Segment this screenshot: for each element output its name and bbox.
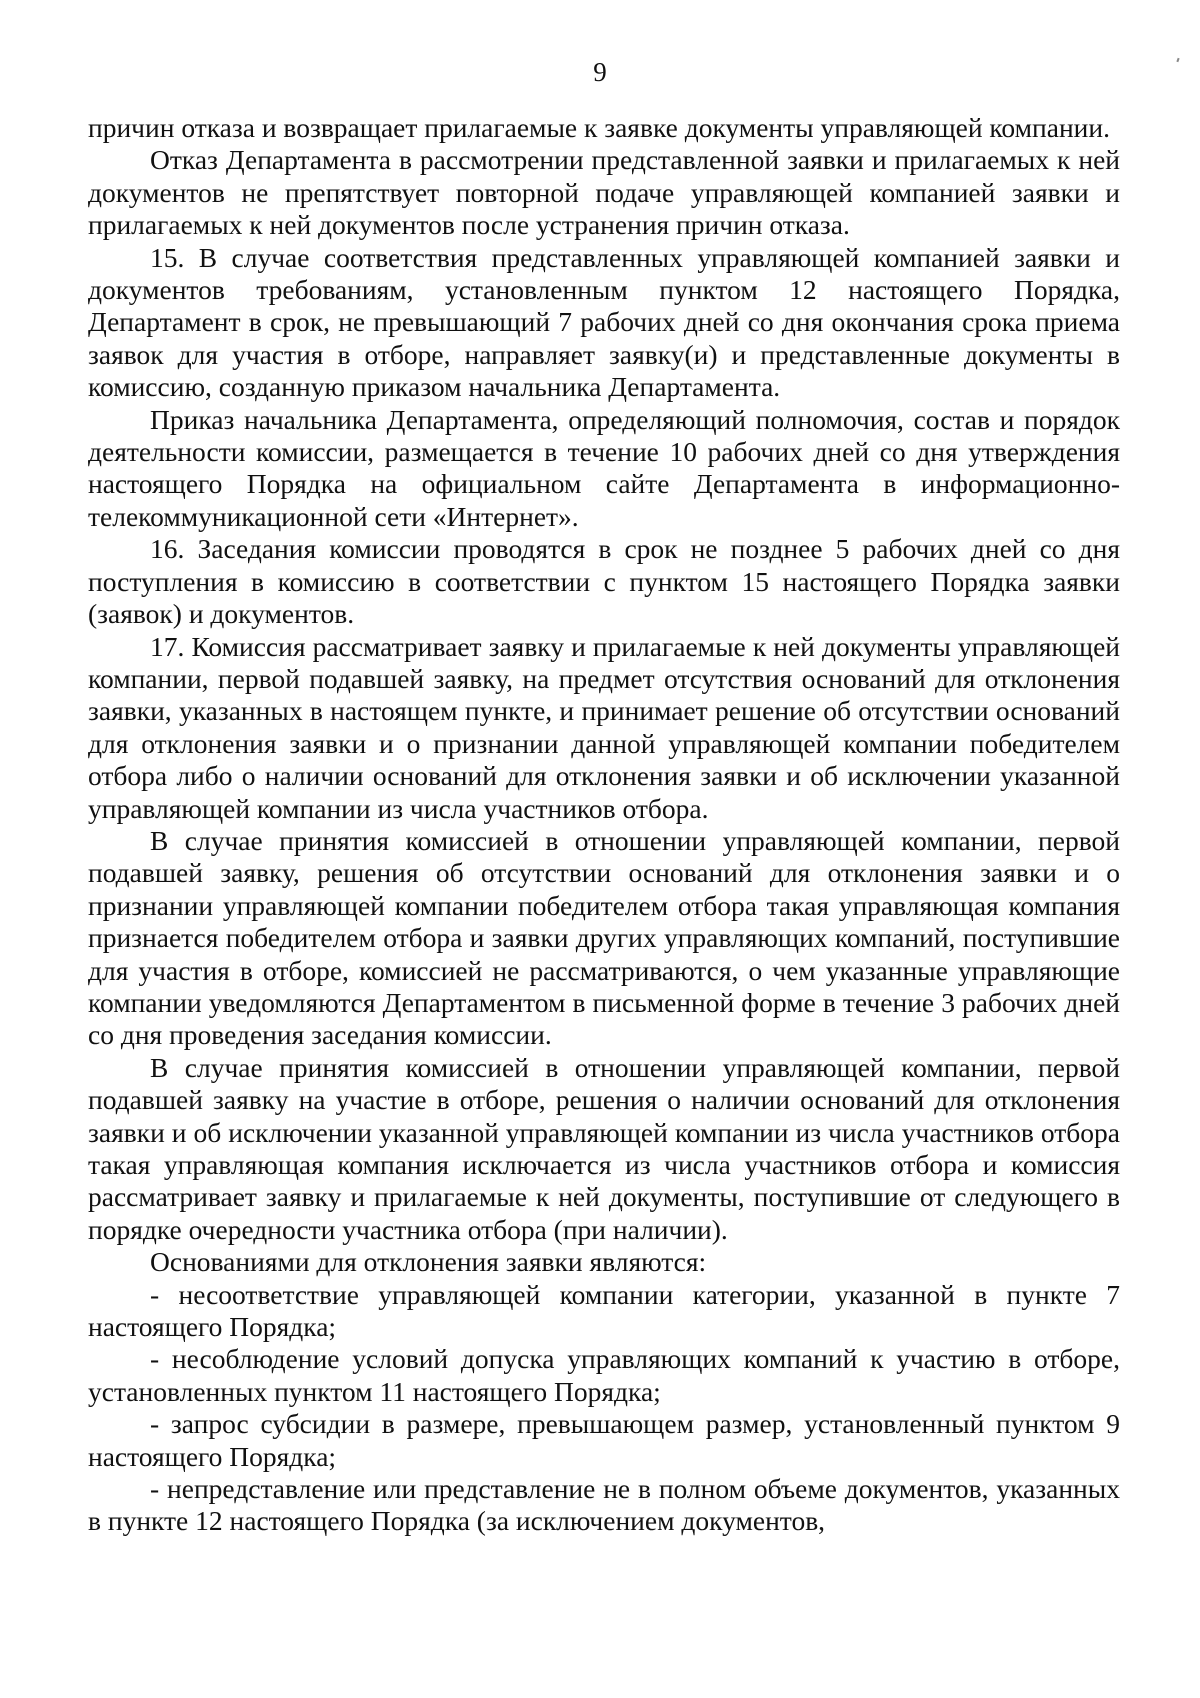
list-item: - запрос субсидии в размере, превышающем размер, установленный пунктом 9 настоящего Порядка; <box>88 1408 1120 1472</box>
paragraph: 16. Заседания комиссии проводятся в срок не позднее 5 рабочих дней со дня поступления в комиссию в соответствии с пунктом 15 настоящего Порядка заявки (заявок) и документов. <box>88 533 1120 630</box>
list-item: - несоблюдение условий допуска управляющих компаний к участию в отборе, установленных пунктом 11 настоящего Порядка; <box>88 1343 1120 1407</box>
page-number: 9 <box>593 57 607 87</box>
paragraph: Приказ начальника Департамента, определяющий полномочия, состав и порядок деятельности комиссии, размещается в течение 10 рабочих дней со дня утверждения настоящего Порядка на официальном сайте Департамента в информационно-телекоммуникационной сети «Интернет». <box>88 403 1120 532</box>
paragraph: В случае принятия комиссией в отношении управляющей компании, первой подавшей заявку, решения об отсутствии оснований для отклонения заявки и о признании управляющей компании победителем отбора такая управляющая компания признается победителем отбора и заявки других управляющих компаний, поступившие для участия в отборе, комиссией не рассматриваются, о чем указанные управляющие компании уведомляются Департаментом в письменной форме в течение 3 рабочих дней со дня проведения заседания комиссии. <box>88 824 1120 1051</box>
paragraph: причин отказа и возвращает прилагаемые к заявке документы управляющей компании. <box>88 112 1110 143</box>
paragraph: В случае принятия комиссией в отношении управляющей компании, первой подавшей заявку на участие в отборе, решения о наличии оснований для отклонения заявки и об исключении указанной управляющей компании из числа участников отбора такая управляющая компания исключается из числа участников отбора и комиссия рассматривает заявку и прилагаемые к ней документы, поступившие от следующего в порядке очередности участника отбора (при наличии). <box>88 1051 1120 1245</box>
paragraph: Основаниями для отклонения заявки являются: <box>150 1246 707 1278</box>
paragraph: 17. Комиссия рассматривает заявку и прилагаемые к ней документы управляющей компании, первой подавшей заявку, на предмет отсутствия оснований для отклонения заявки, указанных в настоящем пункте, и принимает решение об отсутствии оснований для отклонения заявки и о признании данной управляющей компании победителем отбора либо о наличии оснований для отклонения заявки и об исключении указанной управляющей компании из числа участников отбора. <box>88 630 1120 824</box>
document-body <box>88 112 1120 1538</box>
paragraph: 15. В случае соответствия представленных управляющей компанией заявки и документов требованиям, установленным пунктом 12 настоящего Порядка, Департамент в срок, не превышающий 7 рабочих дней со дня окончания срока приема заявок для участия в отборе, направляет заявку(и) и представленные документы в комиссию, созданную приказом начальника Департамента. <box>88 241 1120 403</box>
list-item: - несоответствие управляющей компании категории, указанной в пункте 7 настоящего Порядка; <box>88 1278 1120 1343</box>
list-item: - непредставление или представление не в полном объеме документов, указанных в пункте 12 настоящего Порядка (за исключением документов, <box>88 1473 1120 1537</box>
paragraph: Отказ Департамента в рассмотрении представленной заявки и прилагаемых к ней документов не препятствует повторной подаче управляющей компанией заявки и прилагаемых к ней документов после устранения причин отказа. <box>88 144 1120 241</box>
